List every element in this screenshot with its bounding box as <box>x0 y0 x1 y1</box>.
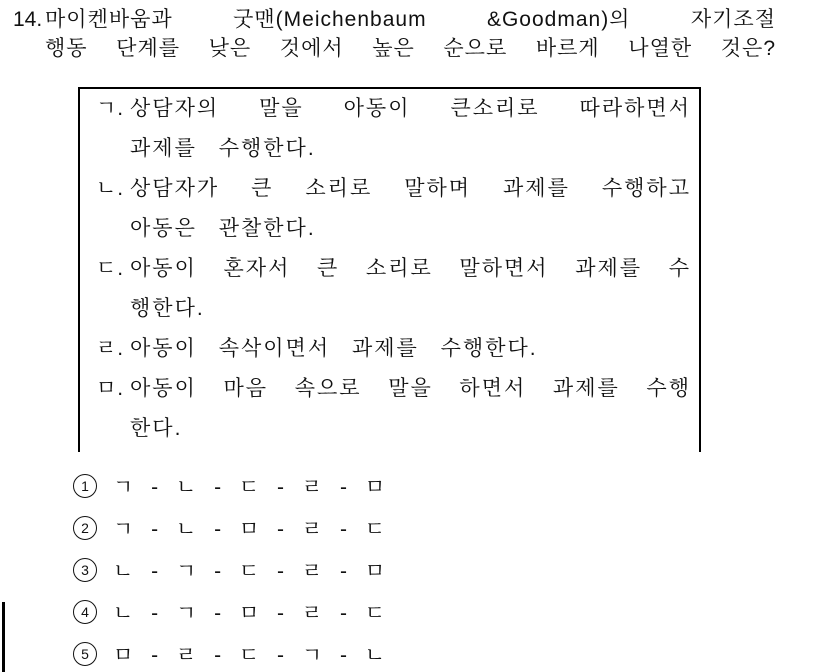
options-list <box>73 465 387 672</box>
option-row-5[interactable] <box>73 633 387 672</box>
item-line: 아동이 마음 속으로 말을 하면서 과제를 수행 <box>130 377 691 400</box>
option-sequence: ㄴ - ㄱ - ㄷ - ㄹ - ㅁ <box>113 560 388 583</box>
option-row-4[interactable] <box>73 591 387 633</box>
item-line: 아동이 속삭이면서 과제를 수행한다. <box>130 337 538 360</box>
option-number-circle <box>73 558 97 582</box>
question-text-line-2: 행동 단계를 낮은 것에서 높은 순으로 바르게 나열한 것은? <box>45 37 776 60</box>
option-sequence: ㄱ - ㄴ - ㄷ - ㄹ - ㅁ <box>113 476 388 499</box>
item-line: 상담자의 말을 아동이 큰소리로 따라하면서 <box>130 97 691 120</box>
item-label: ㄹ. <box>96 337 125 360</box>
box-item-giyeok <box>80 89 691 169</box>
option-number: 1 <box>81 478 89 494</box>
option-sequence: ㄴ - ㄱ - ㅁ - ㄹ - ㄷ <box>113 602 388 625</box>
column-edge-line <box>2 602 5 672</box>
option-sequence: ㄱ - ㄴ - ㅁ - ㄹ - ㄷ <box>113 518 388 541</box>
option-number: 4 <box>81 604 89 620</box>
option-row-1[interactable] <box>73 465 387 507</box>
item-line: 과제를 수행한다. <box>130 137 316 160</box>
items-box <box>78 87 701 452</box>
option-number: 5 <box>81 646 89 662</box>
option-number: 2 <box>81 520 89 536</box>
item-label: ㄴ. <box>96 177 125 200</box>
item-line: 아동은 관찰한다. <box>130 217 316 240</box>
question-header <box>13 5 776 63</box>
item-line: 행한다. <box>130 297 205 320</box>
question-text-line-1: 마이켄바움과 굿맨(Meichenbaum &Goodman)의 자기조절 <box>45 8 776 31</box>
item-line: 아동이 혼자서 큰 소리로 말하면서 과제를 수 <box>130 257 691 280</box>
item-line: 상담자가 큰 소리로 말하며 과제를 수행하고 <box>130 177 691 200</box>
option-number: 3 <box>81 562 89 578</box>
box-item-nieun <box>80 169 691 249</box>
option-row-3[interactable] <box>73 549 387 591</box>
box-item-digeut <box>80 249 691 329</box>
question-number: 14. <box>13 8 43 31</box>
box-item-mieum <box>80 369 691 449</box>
item-label: ㅁ. <box>96 377 125 400</box>
item-label: ㄱ. <box>96 97 125 120</box>
option-row-2[interactable] <box>73 507 387 549</box>
box-item-rieul <box>80 329 691 369</box>
option-number-circle <box>73 516 97 540</box>
option-number-circle <box>73 474 97 498</box>
item-line: 한다. <box>130 417 183 440</box>
option-sequence: ㅁ - ㄹ - ㄷ - ㄱ - ㄴ <box>113 644 388 667</box>
option-number-circle <box>73 600 97 624</box>
option-number-circle <box>73 642 97 666</box>
item-label: ㄷ. <box>96 257 125 280</box>
